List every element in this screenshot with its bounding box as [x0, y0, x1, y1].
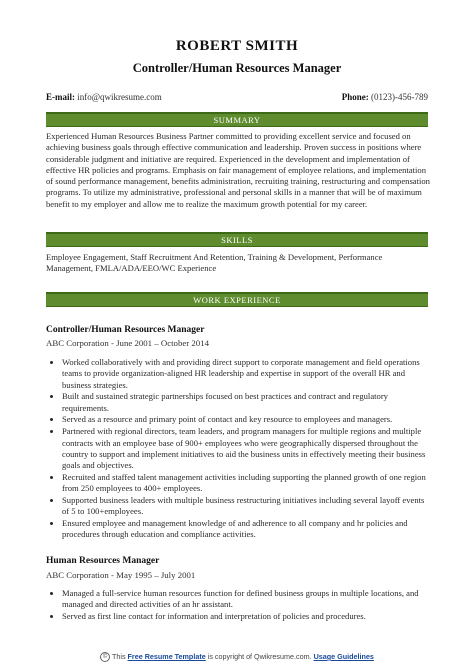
job-1-bullets: [46, 357, 430, 541]
list-item: • Recruited and staffed talent management activities including supporting the planned growth of one region from 250 employees to 400+ employees.: [62, 472, 430, 495]
phone-line: [342, 92, 428, 102]
phone-label: Phone:: [341, 92, 369, 102]
copyright-icon: ©: [100, 652, 110, 662]
free-resume-template-link[interactable]: Free Resume Template: [127, 652, 206, 661]
job-2-bullets: [46, 588, 430, 623]
footer: [0, 652, 474, 662]
list-item: • Built and sustained strategic partnerships focused on best practices and contract and regulatory requirements.: [62, 391, 430, 414]
email-line: [46, 92, 162, 102]
phone-value: (0123)-456-789: [371, 92, 428, 102]
footer-text-mid: is copyright of Qwikresume.com.: [205, 652, 314, 661]
skills-header: SKILLS: [46, 232, 428, 247]
usage-guidelines-link[interactable]: Usage Guidelines: [313, 652, 374, 661]
list-item: • Ensured employee and management knowledge of and adherence to all company and hr policies and procedures through education and compliance activities.: [62, 518, 430, 541]
list-item: • Worked collaboratively with and providing direct support to corporate management and field operations teams to provide organization-aligned HR leadership and expertise in support of the overall HR and business strategies.: [62, 357, 430, 391]
job-2-title: Human Resources Manager: [46, 556, 160, 566]
email-value[interactable]: info@qwikresume.com: [77, 92, 162, 102]
summary-header: SUMMARY: [46, 112, 428, 127]
list-item: • Served as a resource and primary point of contact and key resource to employees and managers.: [62, 414, 430, 425]
summary-text: Experienced Human Resources Business Partner committed to providing excellent service and focused on achieving business goals through effective communication and leadership. Proven success in positions where considerable judgment and initiative are required. Experienced in the development and implementation of effective HR policies and programs. Emphasis on fair management of employee relations, and implementation of sound performance management, benefits administration, recruiting training, restructuring and compensation programs. To utilize my administrative, professional and personal skills in a manner that will be of maximum benefit to my employer and allow me to realize the maximum growth potential for my career.: [46, 131, 430, 209]
work-experience-header: WORK EXPERIENCE: [46, 292, 428, 307]
candidate-title: Controller/Human Resources Manager: [132, 61, 342, 75]
list-item: • Managed a full-service human resources function for defined business groups in multiple locations, and managed and directed activities of an hr assistant.: [62, 588, 430, 611]
skills-text: Employee Engagement, Staff Recruitment And Retention, Training & Development, Performance Management, FMLA/ADA/EEO/WC Experience: [46, 252, 383, 274]
list-item: • Partnered with regional directors, team leaders, and program managers for multiple regions and multiple contracts with an employee base of 900+ employees who were geographically dispersed throughout the country to support and implement initiatives to aid the business units in effectively meeting their business goals and objectives.: [62, 426, 430, 471]
candidate-name: ROBERT SMITH: [175, 38, 299, 54]
list-item: • Supported business leaders with multiple business restructuring initiatives including several layoff events of 5 to 100+employees.: [62, 495, 430, 518]
job-2-company: ABC Corporation - May 1995 – July 2001: [46, 570, 196, 580]
email-label: E-mail:: [46, 92, 75, 102]
job-1-company: ABC Corporation - June 2001 – October 2014: [46, 338, 209, 348]
job-1-title: Controller/Human Resources Manager: [46, 325, 205, 335]
list-item: • Served as first line contact for information and interpretation of policies and procedures.: [62, 611, 430, 622]
footer-text-pre: This: [110, 652, 128, 661]
